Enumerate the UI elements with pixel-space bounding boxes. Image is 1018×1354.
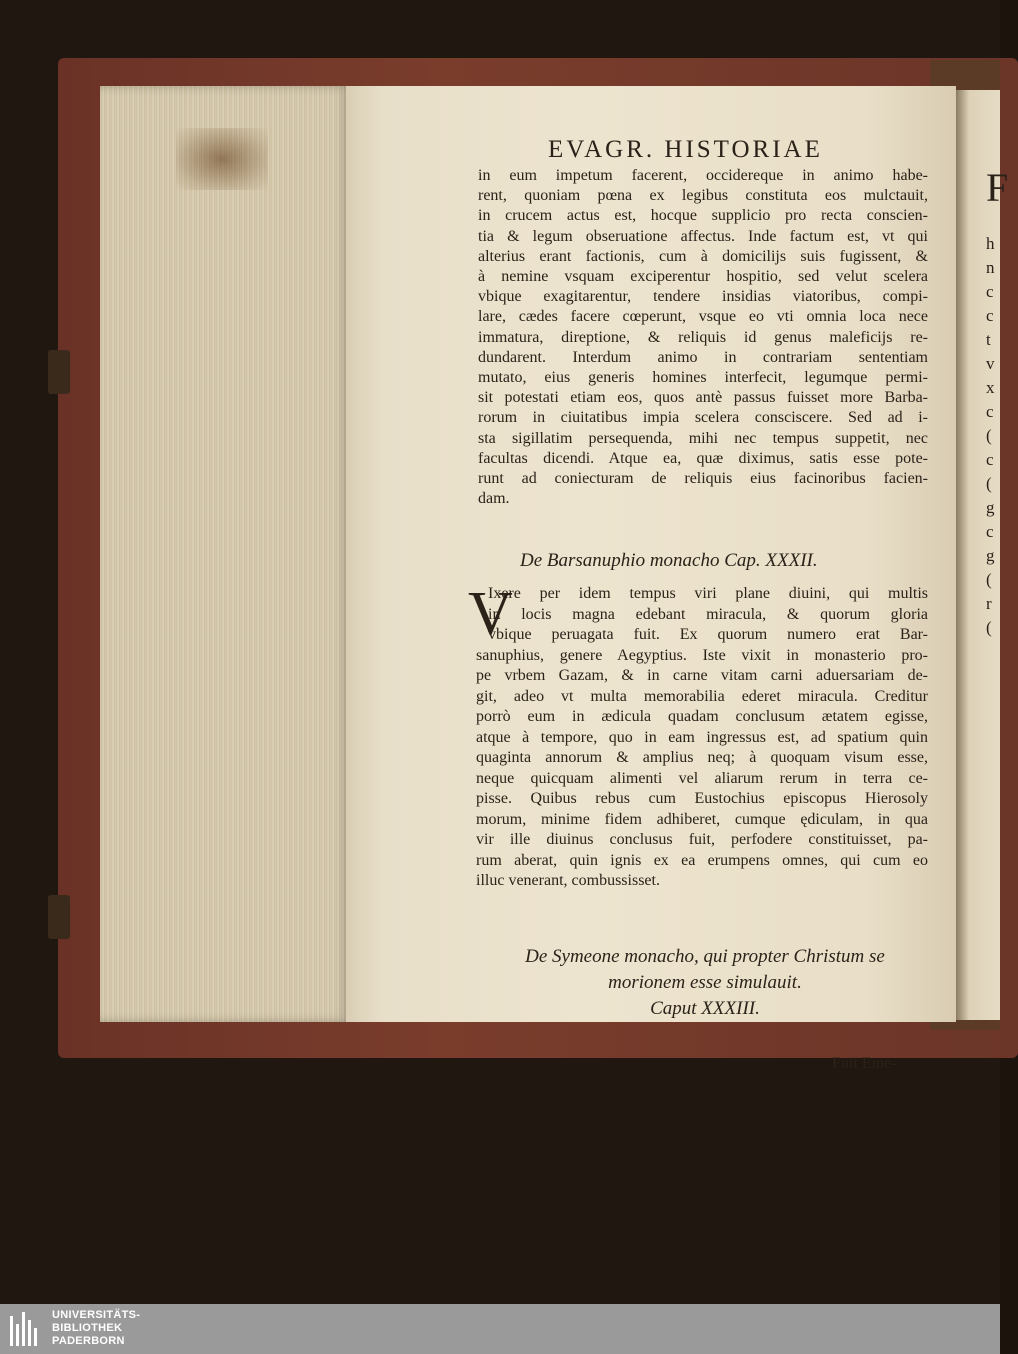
text-line: rorum in ciuitatibus impia scelera consciscere. Sed ad i- [478,409,928,427]
next-page-letter: c [986,450,994,469]
heading-line: Caput XXXIII. [650,998,760,1019]
text-line: neque quicquam alimenti vel aliarum rerum in terra ce- [476,769,928,787]
drop-cap-initial: V [468,580,513,648]
page-block-edges [100,86,350,1022]
library-logo-icon [10,1310,46,1346]
library-name [52,1309,140,1348]
text-line: vbique exagitarentur, tendere insidias viatoribus, compi- [478,288,928,306]
text-line: dundarent. Interdum animo in contrariam sententiam [478,348,928,366]
text-line: in eum impetum facerent, occidereque in animo habe- [478,167,928,184]
text-line: vbique peruagata fuit. Ex quorum numero erat Bar- [488,626,928,643]
text-line: pisse. Quibus rebus cum Eustochius episcopus Hierosoly [476,790,928,807]
next-page-letter: g [986,498,995,517]
chapter-heading-32: De Barsanuphio monacho Cap. XXXII. [520,550,818,571]
library-name-line: UNIVERSITÄTS- [52,1309,141,1321]
next-page-letter: g [986,546,995,565]
next-page-letter: c [986,282,994,301]
library-name-line: BIBLIOTHEK [52,1322,123,1334]
clasp-lower [48,895,70,939]
next-page-letter: r [986,594,992,613]
text-line: à nemine vsquam exciperentur hospitio, sed velut scelera [478,268,928,286]
next-page-letter: ( [986,570,992,589]
library-name-line: PADERBORN [52,1335,125,1347]
text-line: morum, minime fidem adhiberet, cumque ędiculam, in qua [476,810,928,828]
next-page-letter: c [986,522,994,541]
text-line: pe vrbem Gazam, & in carne vitam carni aduersariam de- [476,667,928,684]
text-line: runt ad coniecturam de reliquis eius facinoribus facien- [478,470,928,488]
next-page-letter: n [986,258,995,277]
next-page-letter: t [986,330,991,349]
text-line: rent, quoniam pœna ex legibus constituta eos mulctauit, [478,187,928,205]
chapter-heading-33 [470,944,940,1022]
text-line: rum aberat, quin ignis ex ea erumpens omnes, qui cum eo [476,851,928,869]
text-line: porrò eum in ædicula quadam conclusum ætatem egisse, [476,708,928,725]
text-line: facultas dicendi. Atque ea, quæ diximus, satis esse pote- [478,449,928,467]
next-page-letter: ( [986,474,992,493]
text-line: quaginta annorum & amplius neq; à quoquam visum esse, [476,749,928,766]
text-line: mutato, eius generis homines interfecit, legumque permi- [478,369,928,387]
text-line: alterius erant factionis, cum à domicilijs suis fugissent, & [478,247,928,265]
text-line: vir ille diuinus conclusus fuit, perfodere constituisset, pa- [476,831,928,848]
text-line: atque à tempore, quo in eam ingressus est, ad spatium quin [476,728,928,746]
text-line: illuc venerant, combussisset. [476,872,660,889]
text-line: dam. [478,490,510,508]
next-page-letter: v [986,354,995,373]
next-page-letter: x [986,378,995,397]
next-page-initial: F [986,165,1009,210]
heading-line: De Symeone monacho, qui propter Christum se [525,946,885,967]
text-line: git, adeo vt multa memorabilia ederet miracula. Creditur [476,687,928,705]
catchword: Fuit Eme- [832,1055,897,1072]
text-line: in crucem actus est, hocque supplicio pro recta conscien- [478,207,928,225]
next-page-letter: ( [986,426,992,445]
paragraph-1 [478,166,928,509]
heading-line: morionem esse simulauit. [608,972,802,993]
next-page-letter: c [986,402,994,421]
edge-ink-mark [176,128,268,190]
next-page-letter: ( [986,618,992,637]
text-line: immatura, direptione, & reliquis id genus maleficijs re- [478,328,928,346]
text-line: lare, cædes facere cœperunt, vsque eo vti omnia loca nece [478,308,928,326]
text-line: sit potestati etiam eos, quos antè passus fuisset more Barba- [478,389,928,407]
paragraph-2 [476,584,928,892]
library-footer [0,1304,1000,1354]
next-page-letters [986,232,1000,640]
text-line: tia & legum obseruatione affectus. Inde factum est, vt qui [478,227,928,245]
text-line: Ixere per idem tempus viri plane diuini, qui multis [488,585,928,602]
next-page-letter: c [986,306,994,325]
text-line: sanuphius, genere Aegyptius. Iste vixit in monasterio pro- [476,646,928,664]
text-line: in locis magna edebant miracula, & quorum gloria [488,605,928,623]
text-line: sta sigillatim persequenda, mihi nec tempus suppetit, nec [478,429,928,447]
running-header: EVAGR. HISTORIAE [548,136,823,163]
next-page-letter: h [986,234,995,253]
clasp-upper [48,350,70,394]
